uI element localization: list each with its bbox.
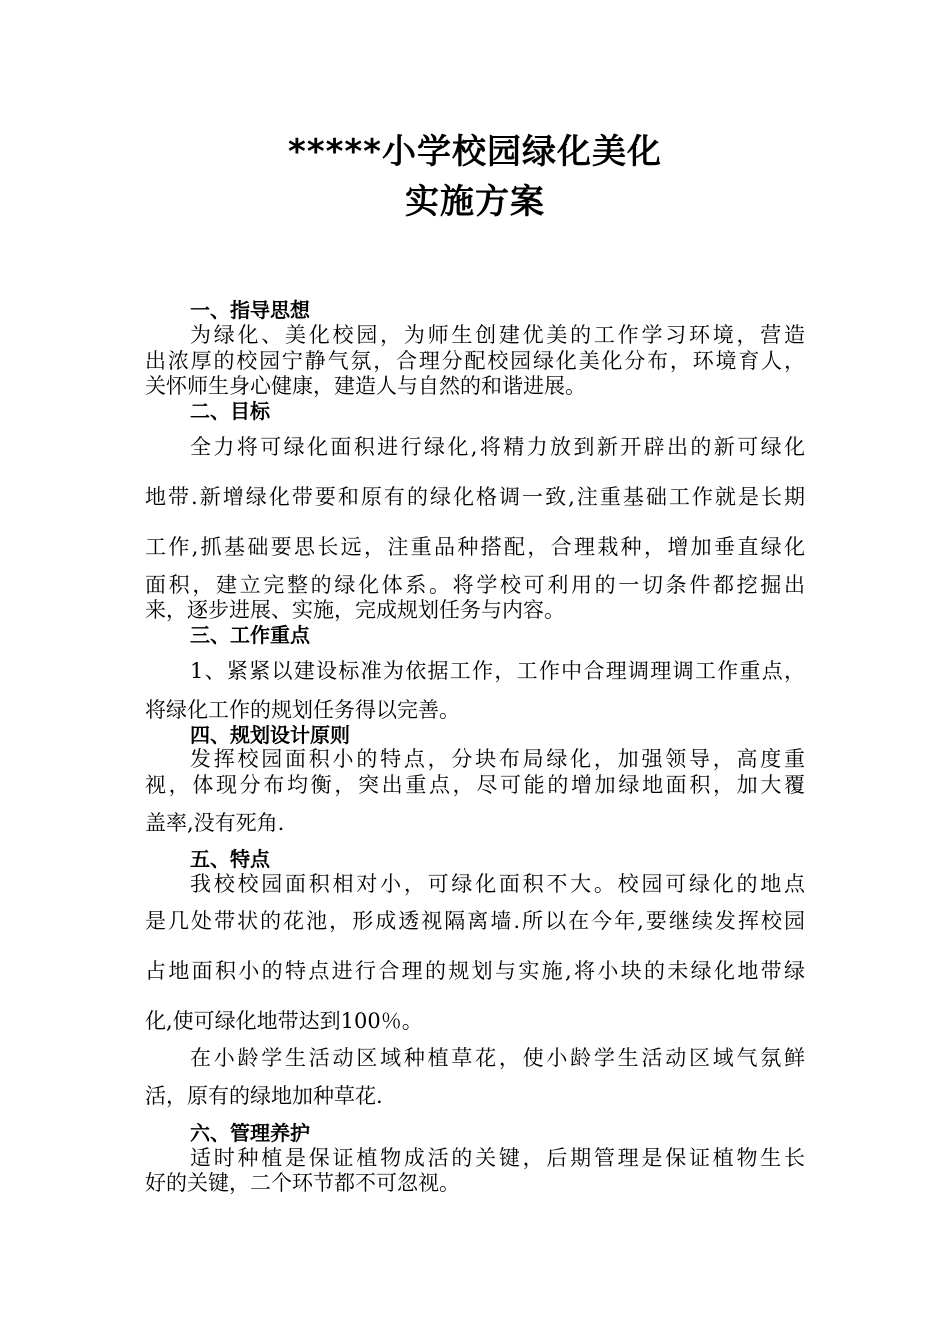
paragraph-line: 在小龄学生活动区域种植草花，使小龄学生活动区域气氛鲜: [190, 1046, 805, 1070]
paragraph-line: 面积，建立完整的绿化体系。将学校可利用的一切条件都挖掘出: [145, 573, 805, 597]
paragraph-line: 关怀师生身心健康，建造人与自然的和谐进展。: [145, 374, 586, 398]
paragraph-line: 工作,抓基础要思长远，注重品种搭配，合理栽种，增加垂直绿化: [145, 535, 805, 559]
section-heading-features: 五、特点: [190, 847, 270, 871]
paragraph-line: 我校校园面积相对小，可绿化面积不大。校园可绿化的地点: [190, 872, 805, 896]
section-heading-work-focus: 三、工作重点: [190, 623, 310, 647]
section-heading-design-principles: 四、规划设计原则: [190, 723, 350, 747]
document-title-line-1: *****小学校园绿化美化: [288, 132, 662, 172]
paragraph-line: 全力将可绿化面积进行绿化,将精力放到新开辟出的新可绿化: [190, 435, 805, 459]
paragraph-line: 地带.新增绿化带要和原有的绿化格调一致,注重基础工作就是长期: [145, 485, 805, 509]
section-heading-goals: 二、目标: [190, 399, 270, 423]
paragraph-line: 为绿化、美化校园，为师生创建优美的工作学习环境，营造: [190, 323, 805, 347]
paragraph-line: 盖率,没有死角.: [145, 811, 285, 835]
paragraph-line: 1、紧紧以建设标准为依据工作，工作中合理调理调工作重点，: [190, 659, 805, 683]
paragraph-line: 活，原有的绿地加种草花.: [145, 1084, 383, 1108]
section-heading-maintenance: 六、管理养护: [190, 1121, 310, 1145]
section-heading-guiding-ideology: 一、指导思想: [190, 298, 310, 322]
paragraph-line: 适时种植是保证植物成活的关键，后期管理是保证植物生长: [190, 1146, 805, 1170]
paragraph-line: 视，体现分布均衡，突出重点，尽可能的增加绿地面积，加大覆: [145, 773, 805, 797]
paragraph-line: 发挥校园面积小的特点，分块布局绿化，加强领导，高度重: [190, 747, 805, 771]
paragraph-line: 占地面积小的特点进行合理的规划与实施,将小块的未绿化地带绿: [145, 959, 805, 983]
paragraph-line: 化,使可绿化地带达到100％。: [145, 1009, 423, 1033]
paragraph-line: 好的关键，二个环节都不可忽视。: [145, 1171, 460, 1195]
paragraph-line: 来，逐步进展、实施，完成规划任务与内容。: [145, 598, 565, 622]
paragraph-line: 是几处带状的花池，形成透视隔离墙.所以在今年,要继续发挥校园: [145, 909, 805, 933]
paragraph-line: 将绿化工作的规划任务得以完善。: [145, 698, 460, 722]
paragraph-line: 出浓厚的校园宁静气氛，合理分配校园绿化美化分布，环境育人，: [145, 349, 805, 373]
document-title-line-2: 实施方案: [405, 182, 545, 222]
